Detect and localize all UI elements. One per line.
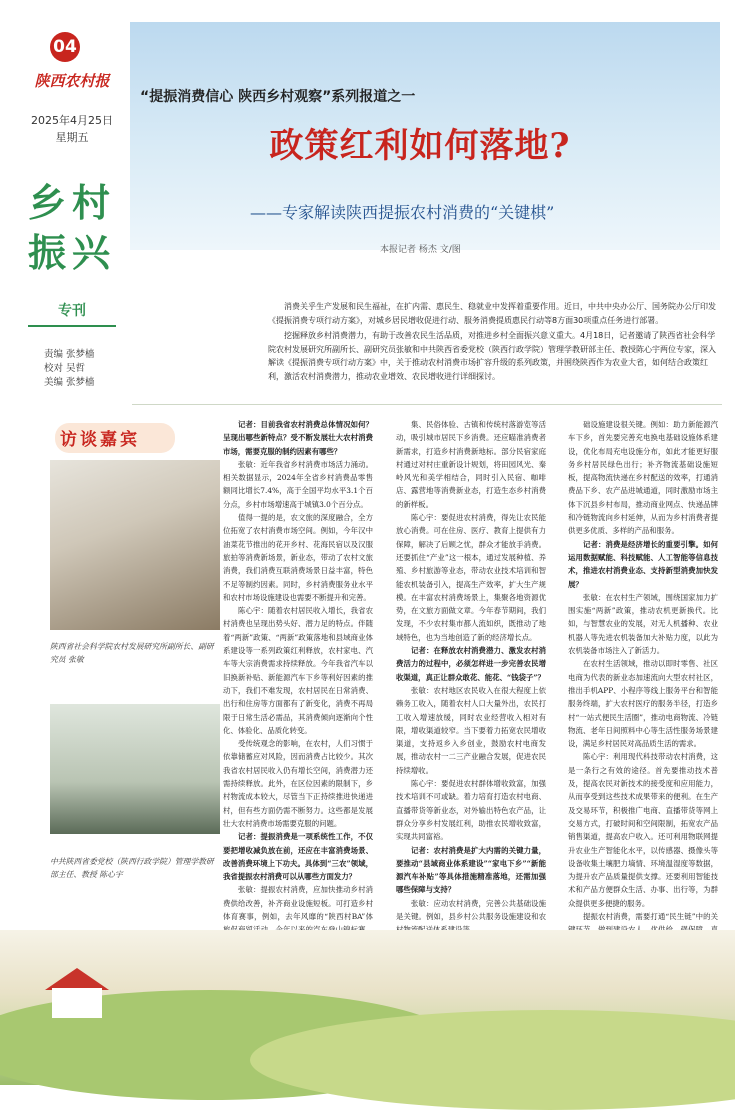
interview-answer: 陈心宇：要促进农村群体增收致富，加强技术培训不可或缺。着力培育打造农村电商、直播带货等新业态，对外输出特色农产品，让群众分享乡村发展红利，助推农民增收致富，实现共同富裕。 [396, 779, 546, 842]
section-divider [132, 404, 722, 405]
design-credit: 美编 张梦樯 [44, 377, 95, 388]
guest-banner: 访谈嘉宾 [60, 430, 140, 450]
byline: 本报记者 杨杰 文/图 [380, 245, 461, 255]
section-title: 乡村振兴 [27, 180, 116, 275]
date-text: 2025年4月25日 [31, 114, 113, 127]
article-intro [268, 300, 720, 385]
editorial-credits [44, 348, 95, 390]
interview-question: 记者：在释放农村消费潜力、激发农村消费活力的过程中，必须怎样进一步完善农民增收渠道，真正让群众敢花、能花、“钱袋子”？ [396, 646, 546, 682]
intro-paragraph: 挖掘释放乡村消费潜力，有助于改善农民生活品质，对推进乡村全面振兴意义重大。4月18日，记者邀请了陕西省社会科学院农村发展研究所副所长、副研究员张敏和中共陕西省委党校（陕西行政学院）管理学教研部主任、教授陈心宇两位专家，深入解读《提振消费专项行动方案》中，关于推动农村消费市场扩容升级的系列政策，并围绕陕西作为农业大省，如何结合政策红利，激活农村消费潜力，推动农业增效、农民增收进行详细探讨。 [268, 331, 716, 381]
interview-answer: 受传统观念的影响，在农村，人们习惯于依靠储蓄应对风险，因而消费占比较少。其次我省农村居民收入仍有增长空间，消费潜力还需持续释放。此外，在区位因素的限制下，乡村物流成本较大，尽管当下正持续推进快递进村，但有些方面仍需不断努力。这些都是发展壮大农村消费市场需要克服的问题。 [223, 739, 373, 828]
weekday-text: 星期五 [55, 131, 89, 144]
interview-answer: 在农村生活领域，推动以即时零售、社区电商为代表的新业态加速流向大型农村社区，推出手机APP、小程序等线上服务平台和智能服务终端，扩大农村医疗的服务半径，打造乡村“一站式便民生活圈”，推动电商物流、冷链物流、老年日间照料中心等生活性服务场景建设，满足乡村居民对高品质生活的需求。 [568, 659, 718, 749]
interview-answer: 张敏：近年我省乡村消费市场活力涌动。相关数据显示，2024年全省乡村消费品零售额同比增长7.4%，高于全国平均水平3.1个百分点，乡村市场增速高于城镇3.0个百分点。 [223, 459, 373, 509]
paper-name: 陕西农村报 [34, 72, 110, 90]
interview-answer: 张敏：在农村生产领域，围绕国家加力扩围实施“两新”政策，推动农机更新换代。比如，与智慧农业的发展，对无人机播种、农业机器人等先进农机装备加大补贴力度，以此为农机装备市场注入了新活力。 [568, 592, 718, 656]
guest1-caption: 陕西省社会科学院农村发展研究所副所长、副研究员 张敏 [50, 642, 214, 664]
interview-answer: 值得一提的是，农文旅的深度融合，全方位拓宽了农村消费市场空间。例如，今年汉中油菜花节推出的花开乡村、花海民宿以及汉服旅拍等消费新场景，新业态，带动了农村文旅消费，我们消费互联消费场景日益丰富，特色不足等制约因素。同时，乡村消费服务业水平和农村市场设施建设也需要不断提升和完善。 [223, 513, 373, 602]
interview-question: 记者：目前我省农村消费总体情况如何？呈现出哪些新特点？受不断发展壮大农村消费市场，需要克服的制约因素有哪些？ [223, 420, 373, 456]
interview-question: 记者：农村消费是扩大内需的关键力量，要推动“县域商业体系建设”“家电下乡”“新能源汽车补贴”等具体措施精准落地，还需加强哪些保障与支持？ [396, 845, 546, 895]
interview-answer: 陈心宇：利用现代科技带动农村消费，这是一条行之有效的途径。首先要推动技术普及，提高农民对新技术的接受度和应用能力，从而享受到这些技术成果带来的便利。在生产及交易环节，积极推广电商、直播带货等网上交易方式，打破时间和空间限制，拓宽农产品销售渠道，提高农户收入。还可利用物联网提升农业生产智能化水平，以传感器、摄像头等设备收集土壤肥力墒情、环境温湿度等数据，为提升农产品质量提供支撑。还要利用智能技术和产品方便群众生活、办事、出行等，为群众提供更多便捷的服务。 [568, 752, 718, 908]
text-column-1 [223, 418, 373, 963]
interview-answer: 集、民俗体验、古镇和传统村落游览等活动，吸引城市居民下乡消费。还应瞄准消费者新需求，打造乡村消费新地标。部分民宿家庭村通过对村庄重新设计规划，将田园风光、秦岭风光和美学相结合，同时引入民宿、咖啡店、露营地等消费新业态，打造生态乡村消费的新样板。 [396, 420, 546, 509]
special-label: 专刊 [28, 300, 116, 327]
interview-answer: 础设施建设很关键。例如：助力新能源汽车下乡，首先要完善充电换电基础设施体系建设，优化布局充电设施分布，如此才能更好服务乡村居民绿色出行；补齐物流基础设施短板，提高物流快递在乡村配送的效率，打通消费品下乡、农产品进城通道，同时激励市场主体下沉县乡村布局，推动商业网点、快递品牌和冷链物流向乡村延伸，从而为乡村消费者提供更多优质、多样的产品和服务。 [568, 420, 718, 536]
interview-answer: 张敏：应动农村消费，完善公共基础设施是关键。例如，县乡村公共服务设施建设和农 [396, 898, 546, 921]
house-icon [52, 988, 102, 1018]
interview-answer: 陈心宇：要促进农村消费，得先让农民能放心消费。可在住房、医疗、教育上提供有力保障，解决了后顾之忧，群众才能放手消费。还要抓住“产业”这一根本，通过发展种植、养殖、乡村旅游等业态，带动农业技术培训和智能农机装备引入，提高生产效率，扩大生产规模。在丰富农村消费场景上，集聚各地资源优势，在文旅方面做文章。今年春节期间，我们发现，不少农村集市都人流如织，既推动了地域特色，也为当地创造了新的经济增长点。 [396, 513, 546, 642]
interview-answer: 提振农村消费，需要打通“民生链”中的关 [583, 911, 718, 921]
text-column-3 [568, 418, 718, 976]
page-number: 04 [50, 32, 80, 62]
text-column-2 [396, 418, 546, 937]
headline: 政策红利如何落地? [269, 126, 571, 166]
interview-question: 记者：消费是经济增长的重要引擎。如何运用数据赋能、科技赋能、人工智能等信息技术，推进农村消费业态、支持新型消费加快发展？ [568, 539, 718, 589]
guest1-photo [50, 460, 220, 630]
interview-answer: 张敏：农村地区农民收入在很大程度上依赖务工收入，随着农村人口大量外出，农民打工收入增速放缓，同时农业经营收入相对有限，增收渠道较窄。当下要着力拓宽农民增收渠道，支持返乡入乡创业，鼓励农村电商发展，推动农村一二三产业融合发展，促进农民持续增收。 [396, 685, 546, 775]
intro-paragraph: 消费关乎生产发展和民生福祉，在扩内需、惠民生、稳就业中发挥着重要作用。近日，中共中央办公厅、国务院办公厅印发《提振消费专项行动方案》，对城乡居民增收促进行动、服务消费提质惠民行动等8方面30项重点任务进行部署。 [268, 302, 716, 325]
interview-answer: 陈心宇：随着农村居民收入增长，我省农村消费也呈现出势头好、潜力足的特点。伴随着“两新”政策、“两新”政策落地和县域商业体系建设等一系列政策红利释放，农村家电、汽车等大宗消费需求持续释放。今年我省汽车以旧换新补贴、新能源汽车下乡等利好因素的推动下，我们不难发现，农村居民在日常消费、出行和住房等方面都有了新变化，消费不再局限于日常生活必需品，其消费倾向逐渐向个性化、体验化、品质化转变。 [223, 606, 373, 735]
proof-credit: 校对 吴哲 [44, 363, 86, 374]
issue-date [22, 112, 122, 146]
series-title: “提振消费信心 陕西乡村观察”系列报道之一 [140, 89, 416, 105]
interview-question: 记者：提振消费是一项系统性工作，不仅要把增收减负放在前，还应在丰富消费场景、改善消费环境上下功夫。具体到“三农”领域，我省提振农村消费可以从哪些方面发力？ [223, 832, 373, 882]
subheadline: ——专家解读陕西提振农村消费的“关键棋” [250, 203, 555, 222]
guest2-photo [50, 704, 220, 834]
guest2-caption: 中共陕西省委党校（陕西行政学院）管理学教研部主任、教授 陈心宇 [50, 857, 214, 879]
house-roof-icon [45, 968, 109, 990]
interview-answer: 张敏：提振农村消费，应加快推动乡村消费供给改善，补齐商业设施短板。可打造乡村体育赛事，例如，去年风靡的“陕西村BA”体 [223, 885, 373, 921]
editor-credit: 责编 张梦樯 [44, 349, 95, 360]
